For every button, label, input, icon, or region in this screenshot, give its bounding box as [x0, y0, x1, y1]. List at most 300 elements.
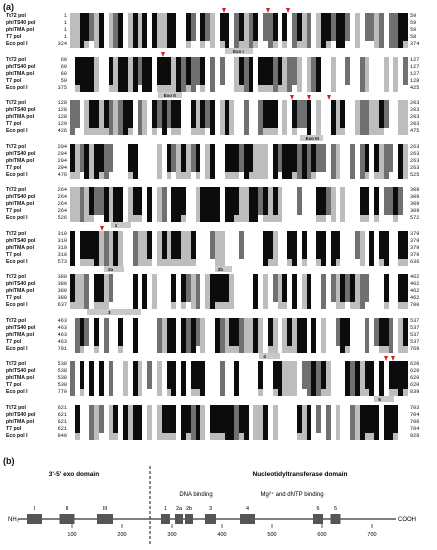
end-position: 59 — [410, 27, 417, 33]
alignment-row — [2, 144, 435, 151]
alignment-row — [2, 325, 435, 332]
motif-label: Exo III — [305, 136, 319, 141]
start-position: 380 — [57, 288, 67, 294]
start-position: 264 — [57, 208, 67, 214]
alignment-row — [2, 419, 435, 426]
sequence-track — [70, 20, 408, 27]
start-position: 463 — [57, 324, 67, 331]
start-position: 538 — [57, 368, 67, 374]
sequence-track — [70, 274, 408, 281]
sequence-name: Eco pol I — [6, 302, 28, 308]
alignment-row — [2, 302, 435, 309]
start-position: 573 — [57, 258, 67, 265]
motif-box — [313, 514, 323, 524]
sequence-track — [70, 426, 408, 433]
end-position: 379 — [410, 237, 420, 244]
motif-box — [60, 514, 75, 524]
start-position: 1 — [63, 34, 67, 40]
alignment-row — [2, 41, 435, 48]
motif-box-label: 3 — [208, 506, 213, 512]
sequence-track — [70, 346, 408, 353]
motif-box-label: I — [33, 506, 36, 512]
sequence-name: Eco pol I — [6, 345, 28, 352]
end-position: 263 — [410, 164, 420, 171]
alignment-row — [2, 208, 435, 215]
end-position: 59 — [410, 20, 417, 26]
start-position: 310 — [57, 237, 67, 244]
alignment-row — [2, 295, 435, 302]
alignment-row — [2, 201, 435, 208]
alignment-row — [2, 13, 435, 20]
end-position: 700 — [410, 418, 420, 425]
sequence-track — [70, 281, 408, 288]
start-position: 204 — [57, 164, 67, 171]
sequence-track — [70, 41, 408, 48]
start-position: 770 — [57, 389, 67, 395]
alignment-row — [2, 215, 435, 222]
alignment-row — [2, 339, 435, 346]
start-position: 310 — [57, 230, 67, 237]
start-position: 380 — [57, 274, 67, 280]
motif-box-label: 6 — [316, 506, 320, 512]
motif-marker — [111, 222, 131, 228]
start-position: 60 — [60, 56, 67, 63]
sequence-track — [70, 368, 408, 375]
sequence-name: T7 pol — [6, 77, 22, 84]
alignment-row — [2, 318, 435, 325]
residue-arrow-icon — [327, 95, 331, 100]
end-position: 525 — [410, 171, 420, 178]
start-position: 621 — [57, 425, 67, 432]
axis-tick-label: 100 — [67, 532, 77, 538]
sequence-name: phiTS40 pol — [6, 150, 36, 157]
start-position: 380 — [57, 295, 67, 301]
motif-label: Exo I — [233, 49, 244, 54]
sequence-track — [70, 34, 408, 41]
alignment-row — [2, 281, 435, 288]
start-position: 128 — [57, 107, 67, 113]
sequence-track — [70, 295, 408, 302]
alignment-row — [2, 20, 435, 27]
end-position: 203 — [410, 114, 420, 120]
alignment-row — [2, 27, 435, 34]
sequence-name: T7 pol — [6, 208, 22, 214]
residue-arrow-icon — [100, 226, 104, 231]
sequence-name: Tt72 pol — [6, 143, 26, 150]
sequence-name: phiTS40 pol — [6, 63, 36, 70]
end-position: 462 — [410, 281, 420, 287]
end-position: 127 — [410, 70, 420, 77]
sequence-name: phiTS40 pol — [6, 237, 36, 244]
sequence-name: phiTMA pol — [6, 201, 35, 207]
start-position: 1 — [63, 13, 67, 19]
start-position: 526 — [57, 215, 67, 221]
end-position: 462 — [410, 295, 420, 301]
sequence-track — [70, 114, 408, 121]
residue-arrow-icon — [161, 52, 165, 57]
end-position: 263 — [410, 143, 420, 150]
sequence-name: Tt72 pol — [6, 361, 26, 367]
sequence-name: Tt72 pol — [6, 274, 26, 280]
sequence-name: Eco pol I — [6, 432, 28, 439]
sequence-name: phiTMA pol — [6, 375, 35, 381]
axis-tick-label: 500 — [267, 532, 277, 538]
sequence-name: phiTMA pol — [6, 418, 35, 425]
motif-box-label: 4 — [245, 506, 250, 512]
sequence-name: phiTS40 pol — [6, 107, 36, 113]
domain-map — [0, 454, 437, 550]
alignment-row — [2, 245, 435, 252]
alignment-row — [2, 194, 435, 201]
motif-label: 5 — [378, 397, 381, 402]
nucleotidyl-domain-label: Nucleotidyltransferase domain — [252, 471, 348, 478]
dna-binding-label: DNA binding — [179, 492, 213, 498]
c-terminus-label: COOH — [398, 517, 416, 523]
sequence-track — [70, 252, 408, 259]
n-terminus-label: NH₂ — [8, 517, 19, 523]
alignment-row — [2, 34, 435, 41]
sequence-track — [70, 194, 408, 201]
sequence-name: Tt72 pol — [6, 56, 26, 63]
end-position: 839 — [410, 389, 420, 395]
alignment-row — [2, 274, 435, 281]
axis-tick-label: 200 — [117, 532, 127, 538]
sequence-name: phiTMA pol — [6, 244, 35, 251]
sequence-track — [70, 121, 408, 128]
mg-binding-label: Mg²⁺ and dNTP binding — [260, 492, 324, 498]
alignment-row — [2, 382, 435, 389]
alignment-row — [2, 231, 435, 238]
start-position: 621 — [57, 418, 67, 425]
motif-box — [240, 514, 255, 524]
sequence-name: Tt72 pol — [6, 187, 26, 193]
sequence-track — [70, 107, 408, 114]
end-position: 379 — [410, 244, 420, 251]
end-position: 127 — [410, 56, 420, 63]
start-position: 264 — [57, 187, 67, 193]
sequence-name: T7 pol — [6, 121, 22, 127]
alignment-row — [2, 252, 435, 259]
motif-label: 2a — [107, 266, 113, 272]
sequence-track — [70, 172, 408, 179]
sequence-name: phiTS40 pol — [6, 20, 36, 26]
end-position: 309 — [410, 187, 420, 193]
sequence-track — [70, 259, 408, 266]
motif-marker — [374, 396, 394, 402]
start-position: 538 — [57, 361, 67, 367]
start-position: 1 — [63, 27, 67, 33]
residue-arrow-icon — [286, 8, 290, 13]
start-position: 476 — [57, 171, 67, 178]
sequence-track — [70, 318, 408, 325]
sequence-track — [70, 187, 408, 194]
motif-box-label: 2b — [185, 506, 193, 512]
sequence-name: phiTMA pol — [6, 288, 35, 294]
sequence-name: Eco pol I — [6, 389, 28, 395]
start-position: 538 — [57, 382, 67, 388]
sequence-track — [70, 208, 408, 215]
exo-domain-label: 3'-5' exo domain — [48, 471, 100, 478]
start-position: 204 — [57, 150, 67, 157]
alignment-row — [2, 172, 435, 179]
sequence-name: phiTMA pol — [6, 27, 35, 33]
sequence-name: Eco pol I — [6, 84, 28, 91]
sequence-track — [70, 433, 408, 440]
sequence-name: Eco pol I — [6, 171, 28, 178]
residue-arrow-icon — [290, 95, 294, 100]
sequence-track — [70, 64, 408, 71]
alignment-row — [2, 433, 435, 440]
start-position: 60 — [60, 63, 67, 70]
sequence-name: T7 pol — [6, 34, 22, 40]
alignment-row — [2, 57, 435, 64]
sequence-track — [70, 405, 408, 412]
residue-arrow-icon — [384, 356, 388, 361]
end-position: 374 — [410, 41, 420, 47]
sequence-track — [70, 332, 408, 339]
sequence-name: phiTMA pol — [6, 157, 35, 164]
sequence-track — [70, 339, 408, 346]
sequence-name: phiTMA pol — [6, 70, 35, 77]
end-position: 309 — [410, 194, 420, 200]
alignment-row — [2, 158, 435, 165]
sequence-track — [70, 158, 408, 165]
sequence-name: Eco pol I — [6, 258, 28, 265]
end-position: 572 — [410, 215, 420, 221]
sequence-track — [70, 419, 408, 426]
start-position: 204 — [57, 157, 67, 164]
sequence-name: phiTS40 pol — [6, 194, 36, 200]
start-position: 375 — [57, 84, 67, 91]
alignment-row — [2, 389, 435, 396]
end-position: 203 — [410, 100, 420, 106]
motif-box-label: III — [102, 506, 108, 512]
end-position: 462 — [410, 274, 420, 280]
sequence-name: phiTS40 pol — [6, 411, 36, 418]
motif-box-label: II — [65, 506, 69, 512]
sequence-track — [70, 288, 408, 295]
motif-box-label: 1 — [163, 506, 168, 512]
end-position: 620 — [410, 368, 420, 374]
start-position: 426 — [57, 128, 67, 134]
alignment-row — [2, 375, 435, 382]
start-position: 128 — [57, 100, 67, 106]
motif-box — [185, 514, 193, 524]
sequence-alignment — [2, 4, 435, 444]
motif-box — [161, 514, 170, 524]
end-position: 537 — [410, 317, 420, 324]
start-position: 538 — [57, 375, 67, 381]
alignment-row — [2, 405, 435, 412]
end-position: 620 — [410, 375, 420, 381]
sequence-track — [70, 151, 408, 158]
start-position: 264 — [57, 201, 67, 207]
start-position: 60 — [60, 70, 67, 77]
sequence-track — [70, 361, 408, 368]
sequence-name: phiTS40 pol — [6, 368, 36, 374]
residue-arrow-icon — [222, 8, 226, 13]
sequence-track — [70, 128, 408, 135]
motif-label: 3 — [107, 310, 111, 315]
sequence-track — [70, 231, 408, 238]
start-position: 621 — [57, 404, 67, 411]
start-position: 621 — [57, 411, 67, 418]
alignment-row — [2, 238, 435, 245]
motif-box-label: 5 — [333, 506, 338, 512]
sequence-track — [70, 302, 408, 309]
alignment-row — [2, 100, 435, 107]
panel-b-label: (b) — [3, 456, 15, 466]
start-position: 463 — [57, 331, 67, 338]
alignment-row — [2, 361, 435, 368]
sequence-name: Eco pol I — [6, 128, 28, 134]
axis-tick-label: 700 — [367, 532, 377, 538]
start-position: 310 — [57, 251, 67, 258]
alignment-row — [2, 85, 435, 92]
alignment-row — [2, 128, 435, 135]
start-position: 324 — [57, 41, 67, 47]
sequence-name: Tt72 pol — [6, 230, 26, 237]
start-position: 463 — [57, 338, 67, 345]
alignment-row — [2, 187, 435, 194]
sequence-name: T7 pol — [6, 382, 22, 388]
motif-box — [175, 514, 183, 524]
sequence-track — [70, 13, 408, 20]
end-position: 128 — [410, 77, 420, 84]
alignment-row — [2, 64, 435, 71]
sequence-name: T7 pol — [6, 251, 22, 258]
start-position: 128 — [57, 114, 67, 120]
sequence-track — [70, 375, 408, 382]
alignment-row — [2, 412, 435, 419]
sequence-name: T7 pol — [6, 338, 22, 345]
motif-label: 2b — [217, 266, 224, 272]
end-position: 704 — [410, 411, 420, 418]
end-position: 203 — [410, 107, 420, 113]
alignment-row — [2, 426, 435, 433]
start-position: 204 — [57, 143, 67, 150]
sequence-track — [70, 78, 408, 85]
sequence-name: Tt72 pol — [6, 317, 26, 324]
sequence-track — [70, 100, 408, 107]
motif-label: Exo II — [163, 92, 176, 98]
motif-marker — [259, 353, 279, 359]
sequence-name: Eco pol I — [6, 215, 28, 221]
start-position: 59 — [60, 77, 67, 84]
end-position: 537 — [410, 331, 420, 338]
sequence-track — [70, 238, 408, 245]
start-position: 264 — [57, 194, 67, 200]
sequence-name: T7 pol — [6, 295, 22, 301]
end-position: 537 — [410, 338, 420, 345]
end-position: 620 — [410, 382, 420, 388]
alignment-row — [2, 107, 435, 114]
start-position: 840 — [57, 432, 67, 439]
sequence-name: phiTS40 pol — [6, 324, 36, 331]
sequence-name: Tt72 pol — [6, 100, 26, 106]
axis-tick-label: 300 — [167, 532, 177, 538]
sequence-name: Tt72 pol — [6, 404, 26, 411]
alignment-row — [2, 346, 435, 353]
end-position: 263 — [410, 157, 420, 164]
alignment-row — [2, 368, 435, 375]
sequence-track — [70, 325, 408, 332]
end-position: 620 — [410, 361, 420, 367]
panel-a-label: (a) — [3, 2, 14, 12]
end-position: 462 — [410, 288, 420, 294]
alignment-row — [2, 332, 435, 339]
alignment-row — [2, 288, 435, 295]
end-position: 59 — [410, 13, 417, 19]
axis-tick-label: 600 — [317, 532, 327, 538]
sequence-name: Eco pol I — [6, 41, 28, 47]
alignment-row — [2, 78, 435, 85]
sequence-name: phiTMA pol — [6, 114, 35, 120]
start-position: 637 — [57, 302, 67, 308]
end-position: 309 — [410, 208, 420, 214]
alignment-row — [2, 259, 435, 266]
sequence-track — [70, 201, 408, 208]
end-position: 425 — [410, 84, 420, 91]
motif-label: 1 — [114, 223, 118, 228]
start-position: 129 — [57, 121, 67, 127]
alignment-row — [2, 165, 435, 172]
sequence-name: T7 pol — [6, 164, 22, 171]
sequence-track — [70, 165, 408, 172]
end-position: 58 — [410, 34, 417, 40]
sequence-track — [70, 85, 408, 92]
sequence-track — [70, 57, 408, 64]
sequence-track — [70, 382, 408, 389]
motif-box — [97, 514, 113, 524]
alignment-row — [2, 151, 435, 158]
end-position: 379 — [410, 230, 420, 237]
sequence-track — [70, 215, 408, 222]
end-position: 309 — [410, 201, 420, 207]
alignment-row — [2, 121, 435, 128]
sequence-name: Tt72 pol — [6, 13, 26, 19]
residue-arrow-icon — [307, 95, 311, 100]
end-position: 475 — [410, 128, 420, 134]
end-position: 769 — [410, 345, 420, 352]
motif-box — [27, 514, 42, 524]
end-position: 127 — [410, 63, 420, 70]
start-position: 380 — [57, 281, 67, 287]
motif-marker — [104, 266, 124, 272]
sequence-track — [70, 245, 408, 252]
end-position: 703 — [410, 404, 420, 411]
start-position: 701 — [57, 345, 67, 352]
sequence-track — [70, 389, 408, 396]
sequence-track — [70, 71, 408, 78]
end-position: 263 — [410, 150, 420, 157]
alignment-row — [2, 114, 435, 121]
motif-box-label: 2a — [175, 506, 183, 512]
alignment-row — [2, 71, 435, 78]
end-position: 537 — [410, 324, 420, 331]
sequence-track — [70, 27, 408, 34]
start-position: 463 — [57, 317, 67, 324]
motif-marker — [87, 309, 141, 315]
motif-box — [331, 514, 341, 524]
motif-box — [205, 514, 216, 524]
end-position: 700 — [410, 302, 420, 308]
end-position: 636 — [410, 258, 420, 265]
sequence-name: phiTMA pol — [6, 331, 35, 338]
end-position: 379 — [410, 251, 420, 258]
start-position: 310 — [57, 244, 67, 251]
residue-arrow-icon — [391, 356, 395, 361]
